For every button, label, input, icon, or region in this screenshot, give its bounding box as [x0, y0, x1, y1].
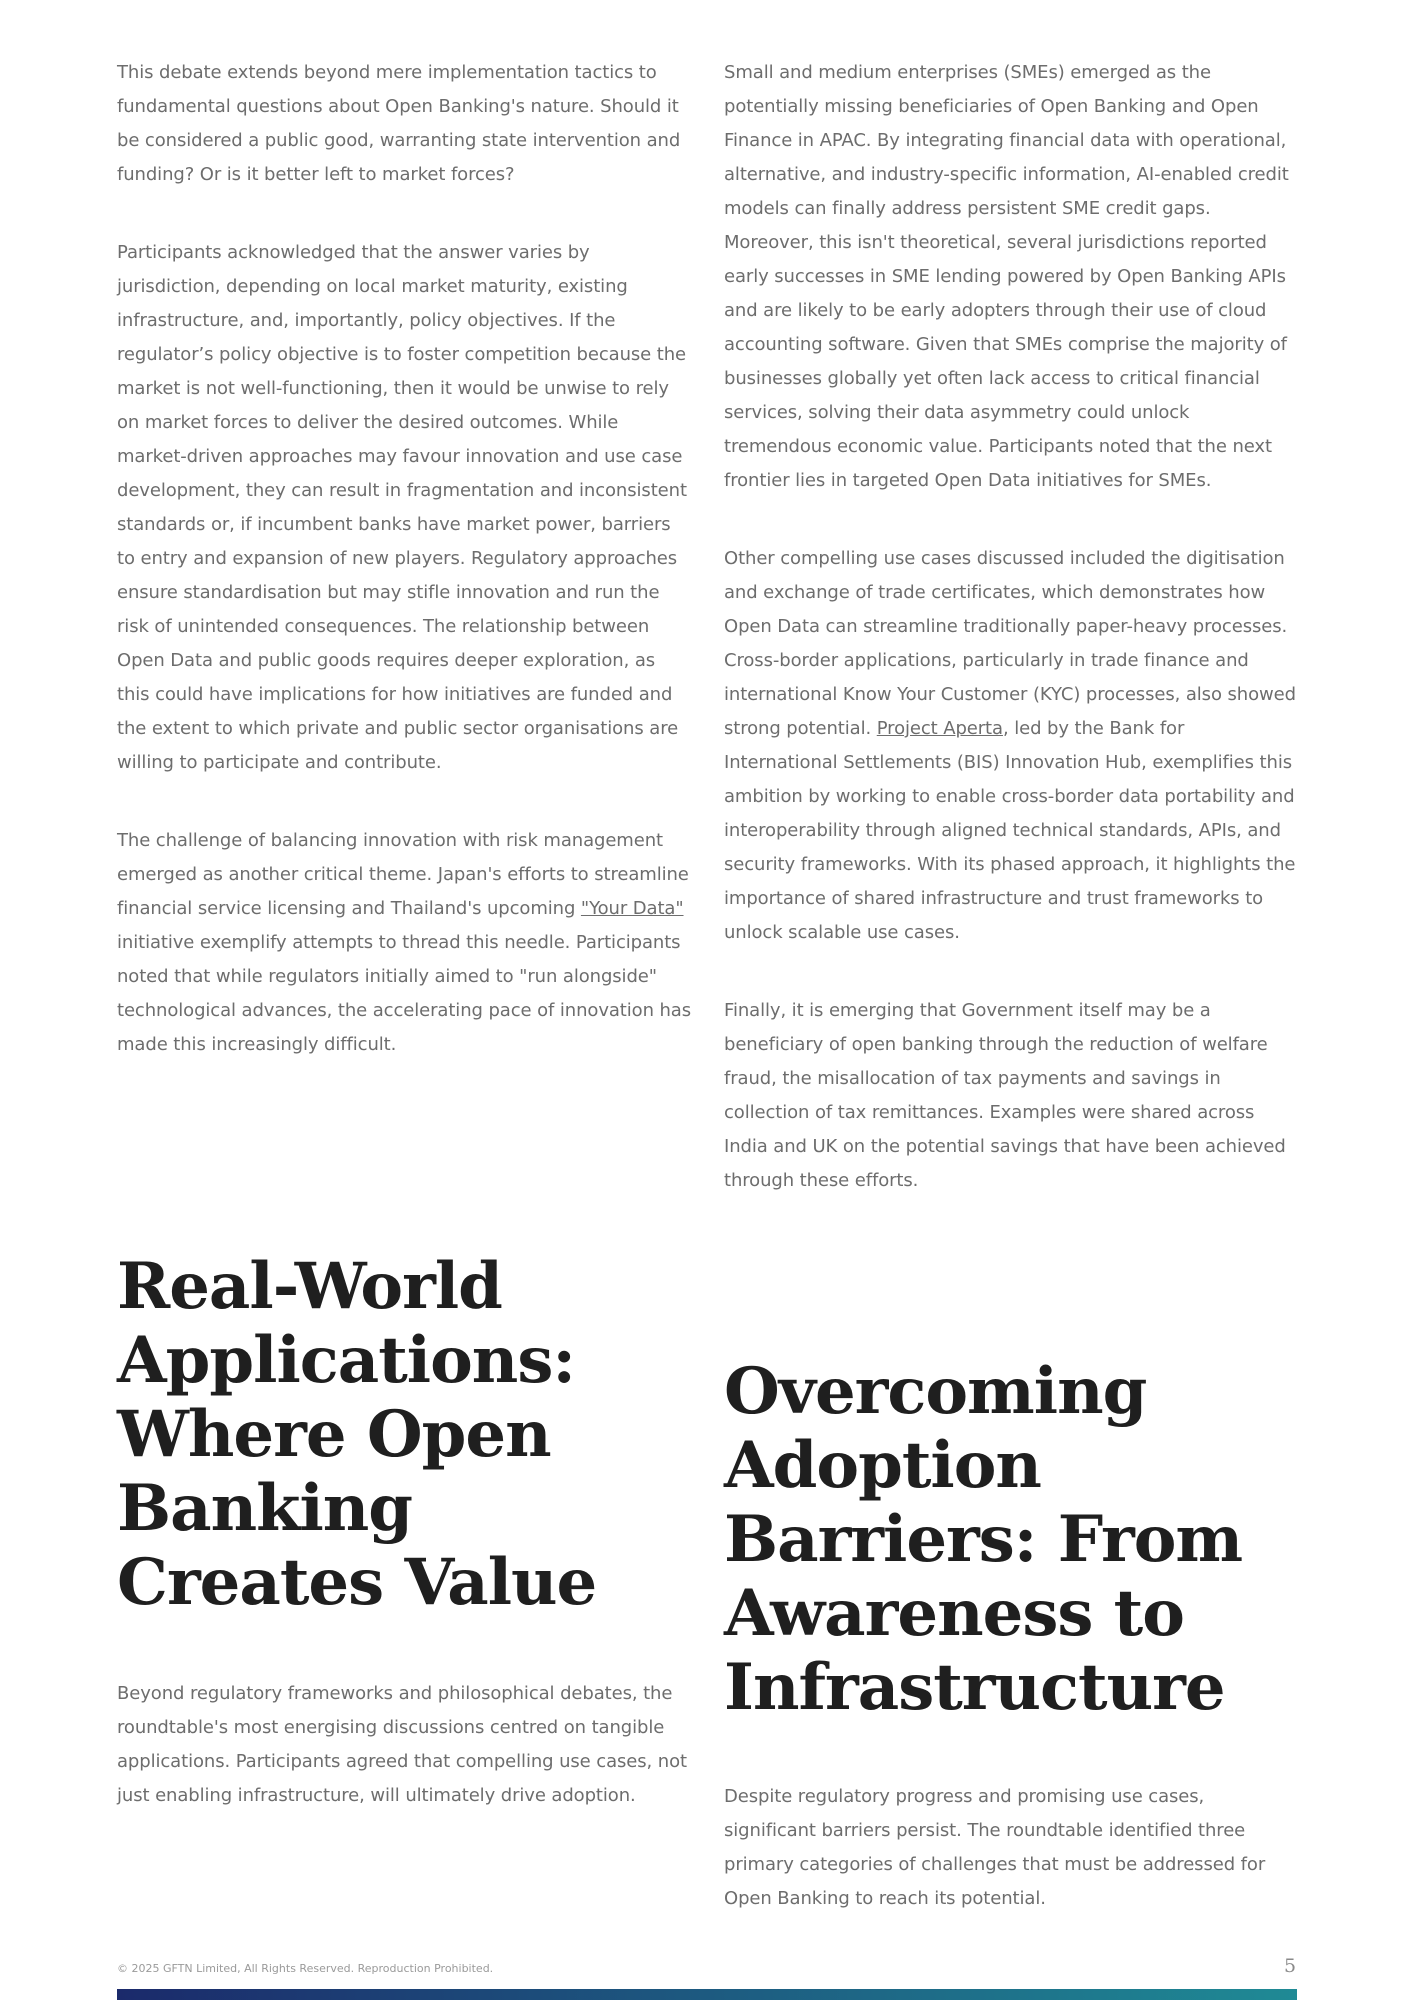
right-paragraph-4: Despite regulatory progress and promising use cases, significant barriers persist. The roundtable identified three primary categories of challenges that must be addressed for Open Banking to reach its potential. [724, 1786, 1266, 1909]
real-world-applications-heading: Real-World Applications: Where Open Banking Creates Value [117, 1249, 597, 1620]
your-data-link[interactable]: "Your Data" [580, 898, 684, 919]
project-aperta-link[interactable]: Project Aperta [876, 718, 1003, 739]
left-paragraph-4: Beyond regulatory frameworks and philosophical debates, the roundtable's most energising discussions centred on tangible applications. Participants agreed that compelling use cases, not just enabling infrastructure, will ultimately drive adoption. [117, 1683, 687, 1806]
right-paragraph-2 [724, 542, 1299, 950]
right-column [724, 56, 1299, 1242]
left-paragraph-3-text-b: initiative exemplify attempts to thread this needle. Participants noted that while regulators initially aimed to "run alongside" technological advances, the accelerating pace of innovation has made this increasingly difficult. [117, 932, 692, 1055]
overcoming-adoption-barriers-heading: Overcoming Adoption Barriers: From Awareness to Infrastructure [724, 1354, 1243, 1725]
left-paragraph-3 [117, 824, 692, 1062]
copyright-notice: © 2025 GFTN Limited, All Rights Reserved. Reproduction Prohibited. [117, 1962, 494, 1975]
right-paragraph-3: Finally, it is emerging that Government itself may be a beneficiary of open banking through the reduction of welfare fraud, the misallocation of tax payments and savings in collection of tax remittances. Examples were shared across India and UK on the potential savings that have been achieved through these efforts. [724, 1000, 1286, 1191]
right-paragraph-2-text-a: Other compelling use cases discussed included the digitisation and exchange of trade certificates, which demonstrates how Open Data can streamline traditionally paper-heavy processes. Cross-border applications, particularly in trade finance and international Know Your Customer (KYC) processes, also showed strong potential. [724, 548, 1296, 739]
page-number: 5 [1284, 1955, 1297, 1977]
left-paragraph-3-text-a: The challenge of balancing innovation with risk management emerged as another critical theme. Japan's efforts to streamline financial service licensing and Thailand's upcoming [117, 830, 689, 919]
right-paragraph-1: Small and medium enterprises (SMEs) emerged as the potentially missing beneficiaries of Open Banking and Open Finance in APAC. By integrating financial data with operational, alternative, and industry-specific information, AI-enabled credit models can finally address persistent SME credit gaps. Moreover, this isn't theoretical, several jurisdictions reported early successes in SME lending powered by Open Banking APIs and are likely to be early adopters through their use of cloud accounting software. Given that SMEs comprise the majority of businesses globally yet often lack access to critical financial services, solving their data asymmetry could unlock tremendous economic value. Participants noted that the next frontier lies in targeted Open Data initiatives for SMEs. [724, 62, 1289, 491]
footer-gradient-bar [117, 1989, 1297, 2000]
left-column [117, 56, 692, 1106]
left-paragraph-1: This debate extends beyond mere implementation tactics to fundamental questions about Open Banking's nature. Should it be considered a public good, warranting state intervention and funding? Or is it better left to market forces? [117, 62, 681, 185]
left-paragraph-2: Participants acknowledged that the answer varies by jurisdiction, depending on local market maturity, existing infrastructure, and, importantly, policy objectives. If the regulator’s policy objective is to foster competition because the market is not well-functioning, then it would be unwise to rely on market forces to deliver the desired outcomes. While market-driven approaches may favour innovation and use case development, they can result in fragmentation and inconsistent standards or, if incumbent banks have market power, barriers to entry and expansion of new players. Regulatory approaches ensure standardisation but may stifle innovation and run the risk of unintended consequences. The relationship between Open Data and public goods requires deeper exploration, as this could have implications for how initiatives are funded and the extent to which private and public sector organisations are willing to participate and contribute. [117, 242, 687, 773]
right-paragraph-2-text-b: , led by the Bank for International Settlements (BIS) Innovation Hub, exemplifies this ambition by working to enable cross-border data portability and interoperability through aligned technical standards, APIs, and security frameworks. With its phased approach, it highlights the importance of shared infrastructure and trust frameworks to unlock scalable use cases. [724, 718, 1296, 943]
